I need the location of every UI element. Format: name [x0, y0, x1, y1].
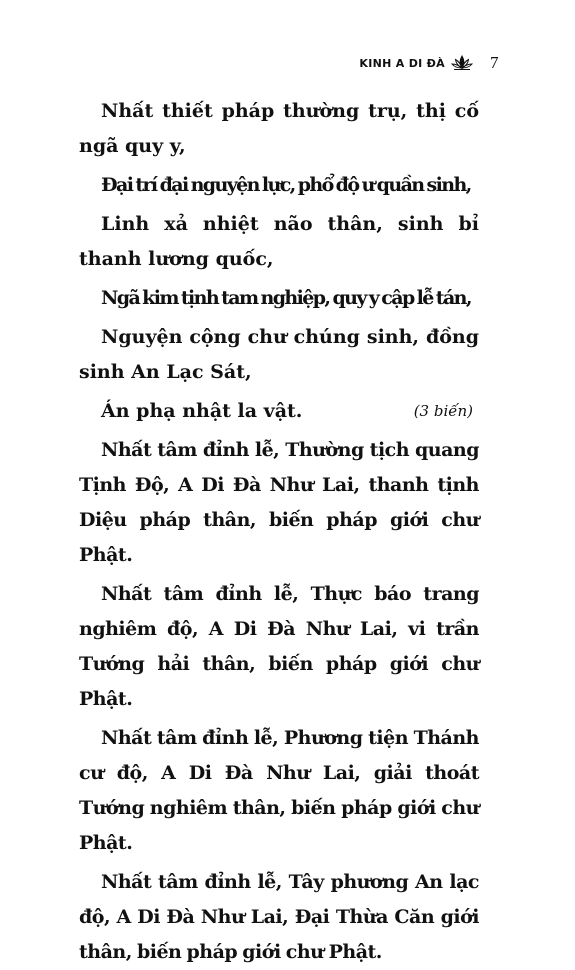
verse-line-2: Đại trí đại nguyện lực, phổ độ ư quần sinh,	[101, 174, 471, 196]
verse-line-4: Ngã kim tịnh tam nghiệp, quy y cập lễ tán,	[101, 287, 471, 309]
lotus-icon	[451, 54, 473, 72]
prostration-paragraph-4: Nhất tâm đỉnh lễ, Tây phương An lạc độ, A Di Đà Như Lai, Đại Thừa Căn giới thân, biến pháp giới chư Phật.	[79, 871, 479, 963]
prostration-paragraph-2: Nhất tâm đỉnh lễ, Thực báo trang nghiêm độ, A Di Đà Như Lai, vi trần Tướng hải thân, biến pháp giới chư Phật.	[79, 583, 479, 710]
text-body	[79, 94, 479, 970]
verse-line-5: Nguyện cộng chư chúng sinh, đồng sinh An Lạc Sát,	[79, 326, 479, 383]
mantra-line	[79, 394, 479, 429]
running-header	[359, 52, 473, 74]
prostration-paragraph-3: Nhất tâm đỉnh lễ, Phương tiện Thánh cư độ, A Di Đà Như Lai, giải thoát Tướng nghiêm thân, biến pháp giới chư Phật.	[79, 727, 479, 854]
verse-line-3: Linh xả nhiệt não thân, sinh bỉ thanh lương quốc,	[79, 213, 479, 270]
mantra-text: Án phạ nhật la vật.	[101, 400, 303, 422]
repetition-note: (3 biến)	[413, 402, 473, 420]
running-title: KINH A DI ĐÀ	[359, 56, 445, 70]
page-number: 7	[490, 53, 499, 72]
verse-line-1: Nhất thiết pháp thường trụ, thị cố ngã quy y,	[79, 100, 479, 157]
prostration-paragraph-1: Nhất tâm đỉnh lễ, Thường tịch quang Tịnh Độ, A Di Đà Như Lai, thanh tịnh Diệu pháp thân, biến pháp giới chư Phật.	[79, 439, 479, 566]
